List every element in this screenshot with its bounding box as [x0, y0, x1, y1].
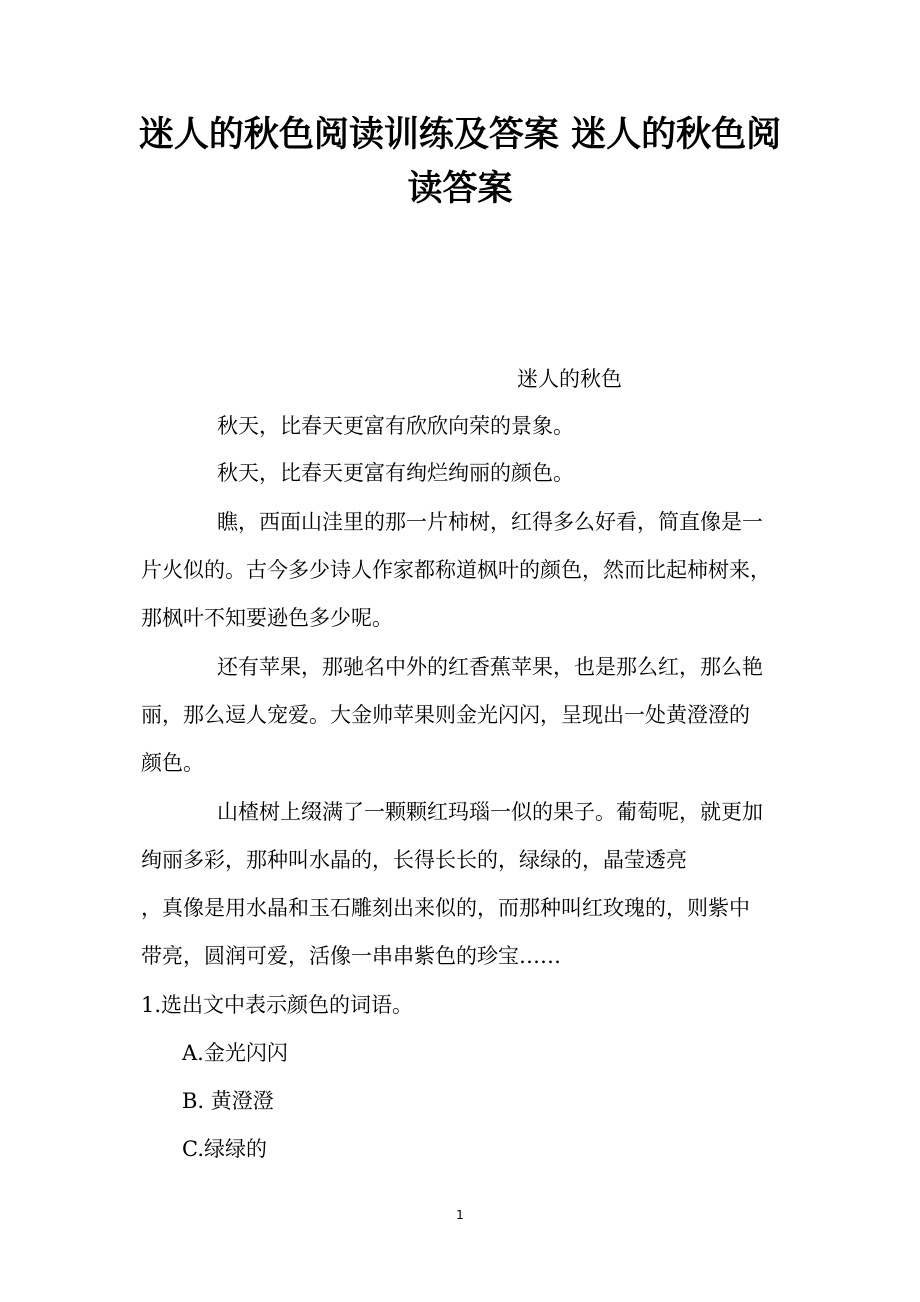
paragraph-line: 颜色。 [141, 751, 204, 775]
question-1: 1.选出文中表示颜色的词语。 [141, 993, 414, 1017]
paragraph-line: 丽，那么逗人宠爱。大金帅苹果则金光闪闪，呈现出一处黄澄澄的 [141, 703, 750, 727]
paragraph-line: 山楂树上缀满了一颗颗红玛瑙一似的果子。葡萄呢，就更加 [217, 800, 763, 824]
option-a: A.金光闪闪 [182, 1041, 288, 1065]
page-number: 1 [456, 1208, 464, 1222]
option-c: C.绿绿的 [182, 1137, 267, 1161]
paragraph-line: 片火似的。古今多少诗人作家都称道枫叶的颜色，然而比起柿树来， [141, 558, 771, 582]
document-title-line-1: 迷人的秋色阅读训练及答案 迷人的秋色阅 [138, 115, 782, 155]
paragraph-line: 秋天，比春天更富有绚烂绚丽的颜色。 [217, 461, 574, 485]
article-subtitle: 迷人的秋色 [517, 367, 622, 391]
paragraph-line: 那枫叶不知要逊色多少呢。 [141, 606, 393, 630]
paragraph-line: 秋天，比春天更富有欣欣向荣的景象。 [217, 414, 574, 438]
paragraph-line: 还有苹果，那驰名中外的红香蕉苹果，也是那么红，那么艳 [217, 655, 763, 679]
document-title [100, 108, 820, 216]
option-b: B. 黄澄澄 [182, 1089, 274, 1113]
paragraph-line: 瞧，西面山洼里的那一片柿树，红得多么好看，简直像是一 [217, 510, 763, 534]
paragraph-line: 绚丽多彩，那种叫水晶的，长得长长的，绿绿的，晶莹透亮 [141, 848, 687, 872]
paragraph-line: ，真像是用水晶和玉石雕刻出来似的，而那种叫红玫瑰的，则紫中 [141, 896, 750, 920]
document-title-line-2: 读答案 [407, 169, 513, 209]
paragraph-line: 带亮，圆润可爱，活像一串串紫色的珍宝…… [141, 944, 561, 968]
